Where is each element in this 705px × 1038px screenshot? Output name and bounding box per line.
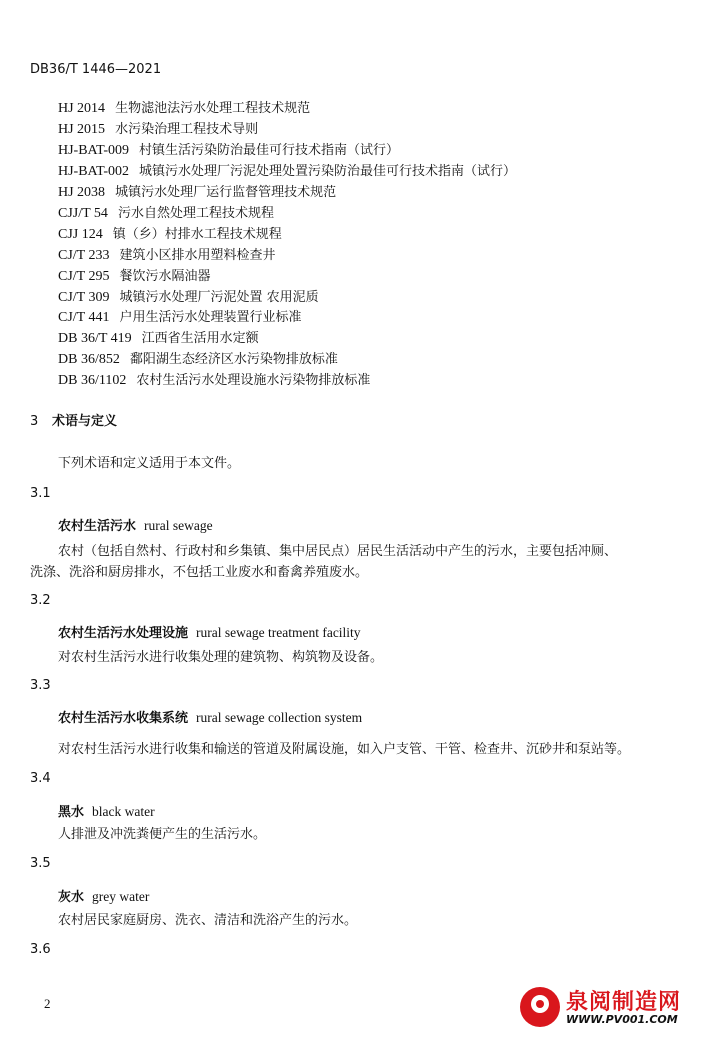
watermark-logo	[520, 985, 690, 1030]
reference-title: 镇（乡）村排水工程技术规程	[112, 227, 282, 242]
reference-title: 鄱阳湖生态经济区水污染物排放标准	[129, 352, 338, 367]
term-number: 3.1	[30, 486, 51, 501]
reference-title: 城镇污水处理厂污泥处理处置污染防治最佳可行技术指南（试行）	[139, 164, 517, 179]
term-en: black water	[92, 804, 155, 819]
reference-code: CJ/T 309	[58, 290, 110, 305]
reference-code: DB 36/852	[58, 352, 120, 367]
term-number: 3.5	[30, 856, 51, 871]
reference-code: DB 36/1102	[58, 373, 127, 388]
reference-code: CJ/T 441	[58, 310, 110, 325]
term-en: rural sewage	[144, 518, 213, 533]
watermark-url: WWW.PV001.COM	[566, 1013, 678, 1026]
section-heading	[30, 410, 117, 429]
term-heading	[58, 707, 362, 726]
reference-title: 污水自然处理工程技术规程	[117, 206, 274, 221]
term-heading	[58, 886, 149, 905]
term-definition-continued: 洗涤、洗浴和厨房排水，不包括工业废水和畜禽养殖废水。	[30, 565, 369, 580]
term-definition: 人排泄及冲洗粪便产生的生活污水。	[58, 827, 267, 842]
reference-item	[58, 327, 259, 347]
term-number: 3.2	[30, 593, 51, 608]
term-en: rural sewage treatment facility	[196, 625, 361, 640]
term-heading	[58, 622, 361, 641]
reference-item	[58, 369, 370, 389]
reference-item	[58, 223, 282, 243]
reference-code: CJ/T 295	[58, 269, 110, 284]
document-id-header: DB36/T 1446—2021	[30, 62, 162, 77]
reference-item	[58, 118, 258, 138]
reference-item	[58, 244, 276, 264]
reference-code: HJ 2038	[58, 185, 106, 200]
reference-item	[58, 181, 336, 201]
term-definition: 农村（包括自然村、行政村和乡集镇、集中居民点）居民生活活动中产生的污水，主要包括冲厕、	[58, 544, 618, 559]
section-intro: 下列术语和定义适用于本文件。	[58, 456, 241, 471]
term-number: 3.4	[30, 771, 51, 786]
watermark-name: 泉阅制造网	[566, 990, 682, 1015]
reference-item	[58, 97, 310, 117]
term-number: 3.6	[30, 942, 51, 957]
term-en: grey water	[92, 889, 150, 904]
page-number: 2	[44, 996, 51, 1011]
reference-code: DB 36/T 419	[58, 331, 132, 346]
reference-code: CJ/T 233	[58, 248, 110, 263]
reference-title: 村镇生活污染防治最佳可行技术指南（试行）	[139, 143, 400, 158]
reference-code: HJ 2014	[58, 101, 106, 116]
reference-code: HJ-BAT-002	[58, 164, 130, 179]
term-definition: 对农村生活污水进行收集和输送的管道及附属设施，如入户支管、干管、检查井、沉砂井和泵站等。	[58, 742, 631, 757]
term-en: rural sewage collection system	[196, 710, 363, 725]
reference-title: 生物滤池法污水处理工程技术规范	[115, 101, 311, 116]
reference-item	[58, 265, 211, 285]
term-heading	[58, 801, 155, 820]
reference-code: HJ-BAT-009	[58, 143, 130, 158]
section-title: 术语与定义	[52, 414, 118, 429]
reference-title: 餐饮污水隔油器	[119, 269, 211, 284]
reference-title: 江西省生活用水定额	[141, 331, 259, 346]
term-zh: 灰水	[58, 890, 85, 905]
term-heading	[58, 515, 213, 534]
term-definition: 农村居民家庭厨房、洗衣、清洁和洗浴产生的污水。	[58, 913, 358, 928]
term-zh: 农村生活污水	[58, 519, 137, 534]
reference-code: HJ 2015	[58, 122, 106, 137]
reference-item	[58, 306, 302, 326]
reference-item	[58, 348, 338, 368]
reference-item	[58, 202, 274, 222]
term-zh: 农村生活污水处理设施	[58, 626, 189, 641]
reference-title: 城镇污水处理厂运行监督管理技术规范	[115, 185, 337, 200]
reference-code: CJJ/T 54	[58, 206, 108, 221]
term-number: 3.3	[30, 678, 51, 693]
reference-item	[58, 160, 516, 180]
reference-title: 水污染治理工程技术导则	[115, 122, 259, 137]
reference-item	[58, 286, 319, 306]
term-definition: 对农村生活污水进行收集处理的建筑物、构筑物及设备。	[58, 650, 384, 665]
reference-code: CJJ 124	[58, 227, 103, 242]
watermark-icon	[520, 987, 560, 1027]
reference-item	[58, 139, 399, 159]
term-zh: 黑水	[58, 805, 85, 820]
reference-title: 城镇污水处理厂污泥处置 农用泥质	[119, 290, 319, 305]
reference-title: 建筑小区排水用塑料检查井	[119, 248, 276, 263]
reference-title: 户用生活污水处理装置行业标准	[119, 310, 302, 325]
term-zh: 农村生活污水收集系统	[58, 711, 189, 726]
section-number: 3	[30, 414, 39, 429]
reference-title: 农村生活污水处理设施水污染物排放标准	[136, 373, 371, 388]
